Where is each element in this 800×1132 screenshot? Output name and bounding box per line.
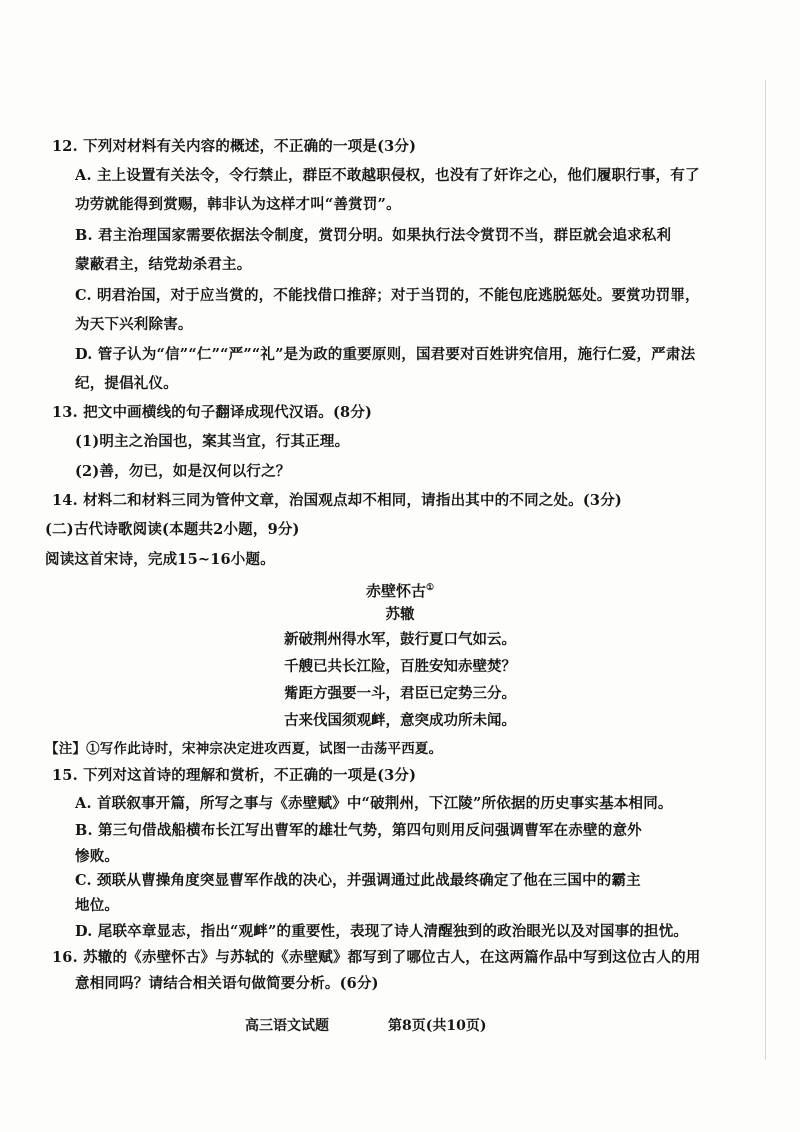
- q13-sentence-1: (1)明主之治国也，案其当宜，行其正理。: [75, 433, 350, 450]
- poem-line: 新破荆州得水军，鼓行夏口气如云。: [284, 631, 516, 648]
- q12-option-c-line2: 为天下兴利除害。: [75, 316, 193, 333]
- q12-option-b-line2: 蒙蔽君主，结党劫杀君主。: [75, 256, 252, 273]
- q15-option-b-line1: B. 第三句借战船横布长江写出曹军的雄壮气势，第四句则用反问强调曹军在赤壁的意外: [75, 822, 642, 839]
- poem-line: 千艘已共长江险，百胜安知赤壁焚？: [284, 658, 516, 675]
- poem-line: 古来伐国须观衅，意突成功所未闻。: [284, 712, 516, 729]
- q12-option-b-line1: B. 君主治理国家需要依据法令制度，赏罚分明。如果执行法令赏罚不当，群臣就会追求私利: [75, 227, 672, 244]
- q13-sentence-2: (2)善，勿已，如是汉何以行之？: [75, 463, 291, 480]
- poem-author: 苏辙: [385, 606, 415, 623]
- poem-note: 【注】①写作此诗时，宋神宗决定进攻西夏，试图一击荡平西夏。: [45, 741, 443, 757]
- q15-option-c-line2: 地位。: [75, 897, 120, 914]
- footer-subject: 高三语文试题: [245, 1018, 329, 1034]
- q15-option-d: D. 尾联卒章显志，指出“观衅”的重要性，表现了诗人清醒独到的政治眼光以及对国事的担忧。: [75, 923, 689, 940]
- q14-stem: 14. 材料二和材料三同为管仲文章，治国观点却不相同，请指出其中的不同之处。(3分): [52, 492, 622, 509]
- q15-option-a: A. 首联叙事开篇，所写之事与《赤壁赋》中“破荆州，下江陵”所依据的历史事实基本相同。: [75, 795, 673, 812]
- q16-stem-line2: 意相同吗？请结合相关语句做简要分析。(6分): [75, 975, 379, 992]
- poem-footnote-mark: ①: [425, 583, 435, 593]
- q15-stem: 15. 下列对这首诗的理解和赏析，不正确的一项是(3分): [52, 767, 417, 784]
- poem-line: 觜距方强要一斗，君臣已定势三分。: [284, 685, 516, 702]
- page-edge: [765, 80, 766, 1060]
- q12-stem: 12. 下列对材料有关内容的概述，不正确的一项是(3分): [52, 138, 417, 155]
- q12-option-a-line1: A. 主上设置有关法令，令行禁止，群臣不敢越职侵权，也没有了奸诈之心，他们履职行事，有了: [75, 167, 700, 184]
- poem-title: 赤壁怀古: [365, 582, 426, 600]
- footer-page-number: 第8页(共10页): [388, 1018, 487, 1034]
- q15-option-c-line1: C. 颈联从曹操角度突显曹军作战的决心，并强调通过此战最终确定了他在三国中的霸主: [75, 872, 641, 889]
- q12-option-d-line2: 纪，提倡礼仪。: [75, 375, 178, 392]
- q12-option-d-line1: D. 管子认为“信”“仁”“严”“礼”是为政的重要原则，国君要对百姓讲究信用，施行仁爱，严肃法: [75, 346, 696, 363]
- q15-option-b-line2: 惨败。: [75, 848, 120, 865]
- q12-option-a-line2: 功劳就能得到赏赐，韩非认为这样才叫“善赏罚”。: [75, 196, 401, 213]
- section-heading: (二)古代诗歌阅读(本题共2小题，9分): [45, 521, 300, 538]
- poem-title-row: [0, 578, 800, 601]
- q13-stem: 13. 把文中画横线的句子翻译成现代汉语。(8分): [52, 404, 373, 421]
- q16-stem-line1: 16. 苏辙的《赤壁怀古》与苏轼的《赤壁赋》都写到了哪位古人，在这两篇作品中写到这位古人的用: [52, 949, 701, 966]
- q12-option-c-line1: C. 明君治国，对于应当赏的，不能找借口推辞；对于当罚的，不能包庇逃脱惩处。要赏功罚罪，: [75, 287, 700, 304]
- section-intro: 阅读这首宋诗，完成15~16小题。: [45, 551, 275, 568]
